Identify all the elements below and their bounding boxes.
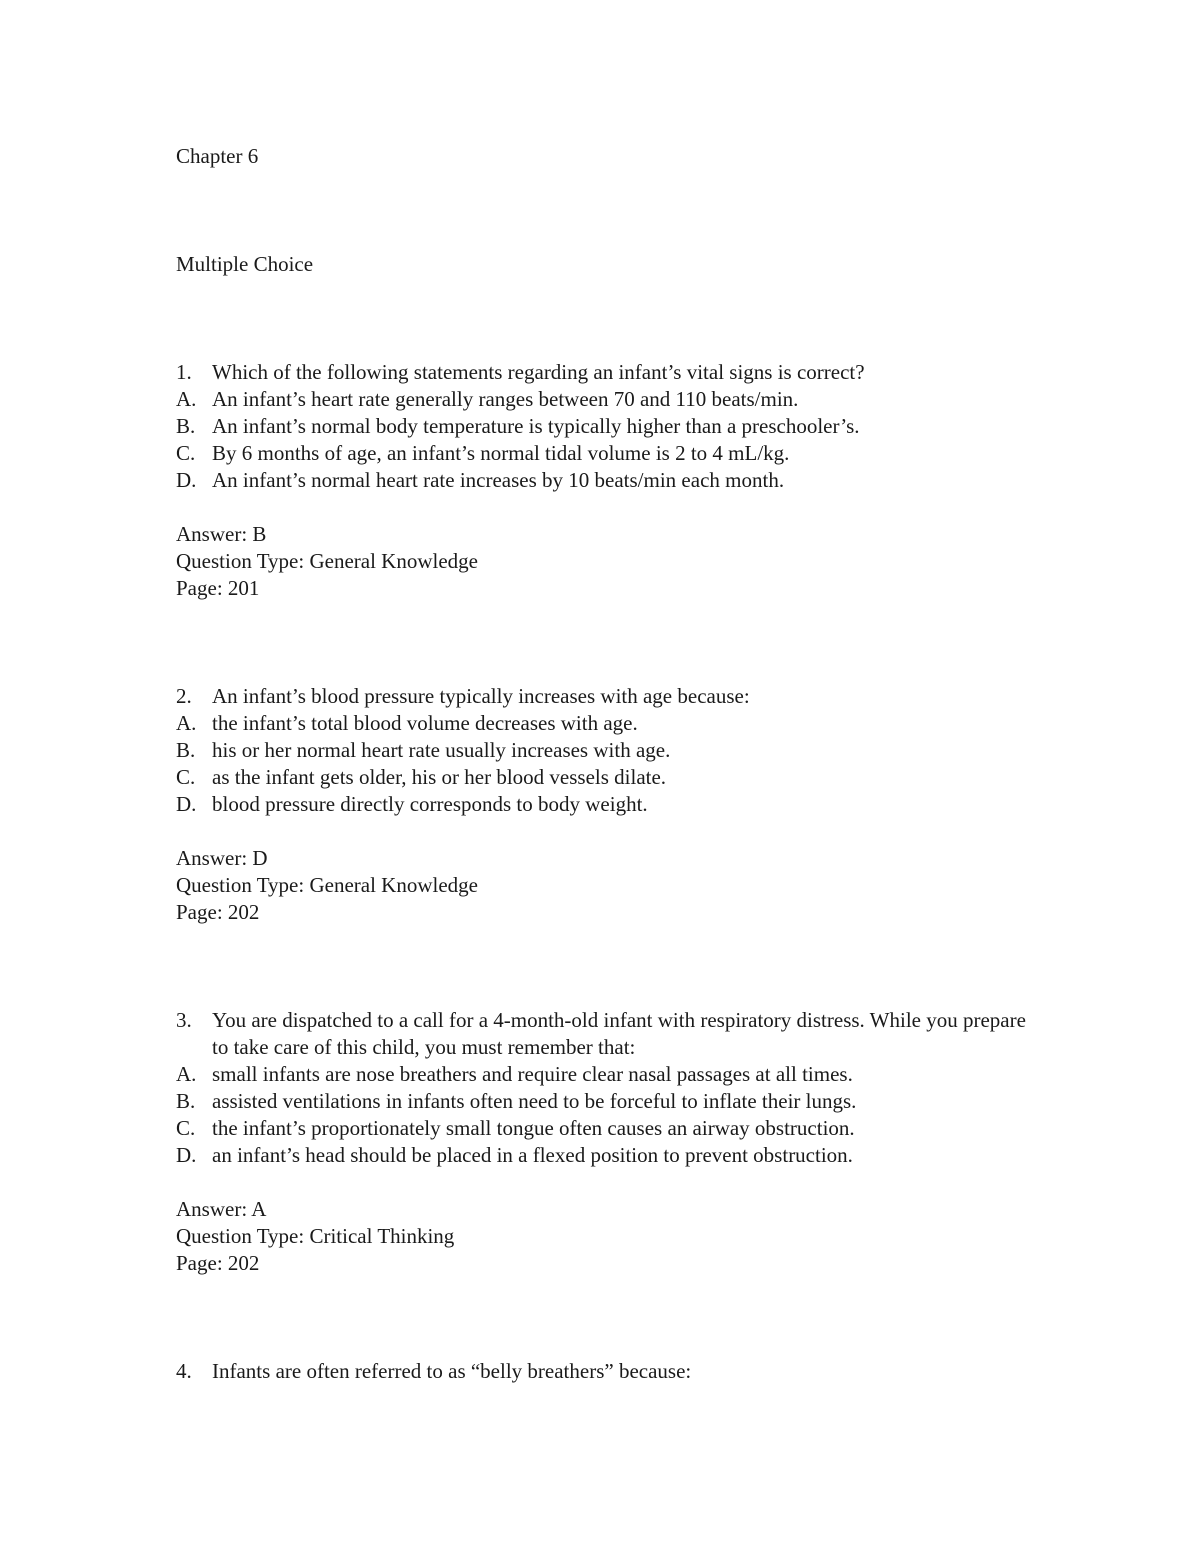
- question-2-type: Question Type: General Knowledge: [176, 873, 478, 897]
- option-text: An infant’s normal heart rate increases by 10 beats/min each month.: [212, 468, 785, 492]
- option-text: the infant’s total blood volume decreases with age.: [212, 711, 638, 735]
- question-number: 1.: [176, 360, 192, 384]
- option-letter: D.: [176, 468, 197, 492]
- question-4-stem: [176, 1358, 1036, 1385]
- question-2-option-d: [176, 791, 1036, 818]
- option-letter: A.: [176, 1062, 197, 1086]
- option-text: An infant’s normal body temperature is typically higher than a preschooler’s.: [212, 414, 860, 438]
- question-3-option-a: [176, 1061, 1036, 1088]
- option-letter: C.: [176, 441, 196, 465]
- option-letter: D.: [176, 1143, 197, 1167]
- question-text: You are dispatched to a call for a 4-month-old infant with respiratory distress. While you prepare to take care of this child, you must remember that:: [212, 1008, 1026, 1059]
- option-letter: A.: [176, 711, 197, 735]
- option-text: By 6 months of age, an infant’s normal tidal volume is 2 to 4 mL/kg.: [212, 441, 790, 465]
- question-1-page: Page: 201: [176, 576, 260, 600]
- question-1-option-d: [176, 467, 1036, 494]
- option-letter: B.: [176, 414, 196, 438]
- question-number: 4.: [176, 1359, 192, 1383]
- question-3-option-c: [176, 1115, 1036, 1142]
- option-text: assisted ventilations in infants often need to be forceful to inflate their lungs.: [212, 1089, 857, 1113]
- question-1-option-a: [176, 386, 1036, 413]
- question-text: Which of the following statements regarding an infant’s vital signs is correct?: [212, 360, 865, 384]
- question-3-stem: [176, 1007, 1036, 1061]
- question-number: 2.: [176, 684, 192, 708]
- option-text: as the infant gets older, his or her blood vessels dilate.: [212, 765, 667, 789]
- option-letter: D.: [176, 792, 197, 816]
- option-text: the infant’s proportionately small tongue often causes an airway obstruction.: [212, 1116, 855, 1140]
- question-1-option-c: [176, 440, 1036, 467]
- question-2-option-c: [176, 764, 1036, 791]
- option-text: an infant’s head should be placed in a flexed position to prevent obstruction.: [212, 1143, 853, 1167]
- option-text: blood pressure directly corresponds to body weight.: [212, 792, 648, 816]
- question-3-option-b: [176, 1088, 1036, 1115]
- question-1-stem: [176, 359, 1036, 386]
- question-2-answer: Answer: D: [176, 846, 268, 870]
- question-1-option-b: [176, 413, 1036, 440]
- option-letter: A.: [176, 387, 197, 411]
- question-3-answer: Answer: A: [176, 1197, 267, 1221]
- question-2-option-b: [176, 737, 1036, 764]
- section-title: Multiple Choice: [176, 252, 314, 276]
- question-2-option-a: [176, 710, 1036, 737]
- option-letter: B.: [176, 1089, 196, 1113]
- question-1-answer: Answer: B: [176, 522, 267, 546]
- question-3-option-d: [176, 1142, 1036, 1169]
- question-2-stem: [176, 683, 1036, 710]
- question-number: 3.: [176, 1008, 192, 1032]
- option-text: his or her normal heart rate usually increases with age.: [212, 738, 671, 762]
- question-text: An infant’s blood pressure typically increases with age because:: [212, 684, 750, 708]
- option-letter: C.: [176, 765, 196, 789]
- option-text: An infant’s heart rate generally ranges between 70 and 110 beats/min.: [212, 387, 799, 411]
- option-letter: C.: [176, 1116, 196, 1140]
- chapter-title: Chapter 6: [176, 144, 259, 168]
- option-letter: B.: [176, 738, 196, 762]
- option-text: small infants are nose breathers and require clear nasal passages at all times.: [212, 1062, 853, 1086]
- question-3-page: Page: 202: [176, 1251, 260, 1275]
- question-2-page: Page: 202: [176, 900, 260, 924]
- question-text: Infants are often referred to as “belly breathers” because:: [212, 1359, 692, 1383]
- question-3-type: Question Type: Critical Thinking: [176, 1224, 455, 1248]
- question-1-type: Question Type: General Knowledge: [176, 549, 478, 573]
